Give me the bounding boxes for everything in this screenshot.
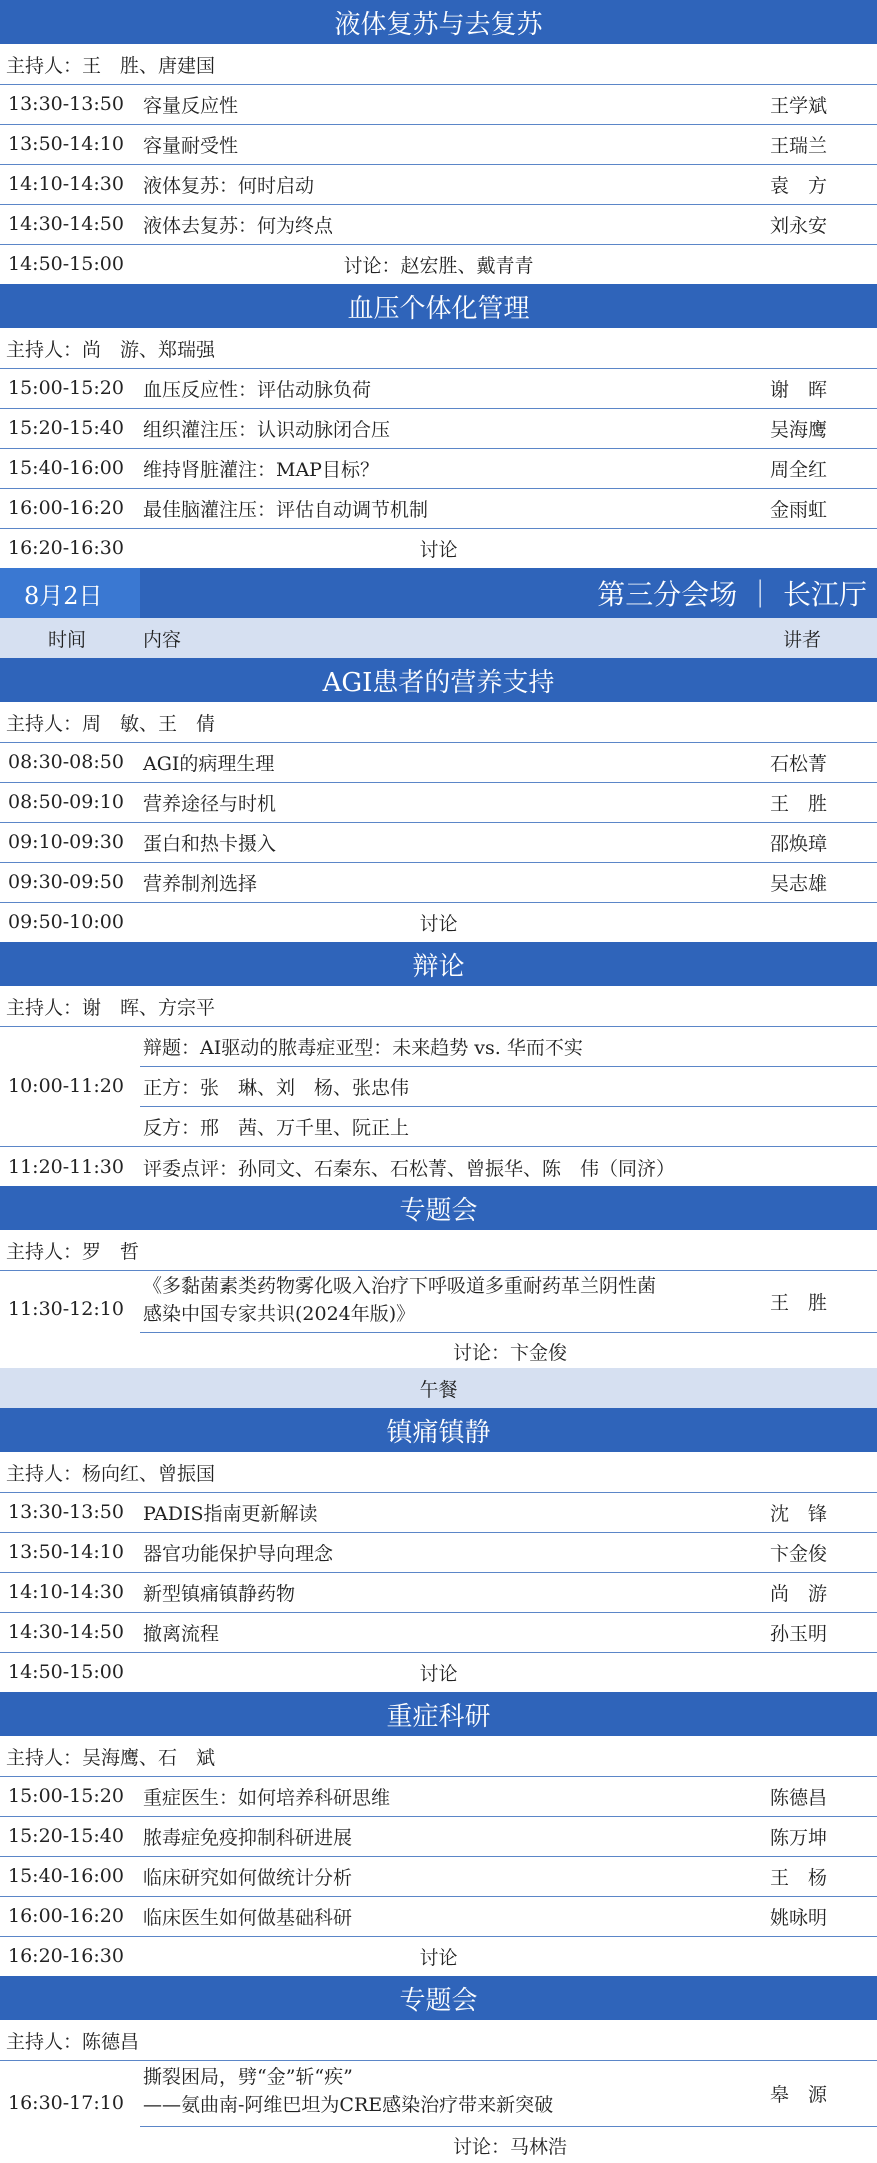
section-title: 重症科研 bbox=[0, 1692, 877, 1736]
speaker-cell: 周全红 bbox=[770, 458, 828, 481]
time-cell: 15:20-15:40 bbox=[8, 1825, 124, 1847]
speaker-cell: 邵焕璋 bbox=[770, 832, 828, 855]
con-side-row bbox=[140, 1106, 877, 1147]
topic-cell: 营养制剂选择 bbox=[143, 872, 258, 895]
time-cell: 15:20-15:40 bbox=[8, 417, 124, 439]
judges-label: 评委点评：孙同文、石秦东、石松菁、曾振华、陈 伟（同济） bbox=[143, 1157, 676, 1180]
speaker-cell: 王 胜 bbox=[770, 1291, 828, 1314]
time-cell: 09:10-09:30 bbox=[8, 831, 124, 853]
time-cell: 16:00-16:20 bbox=[8, 497, 124, 519]
con-side: 反方：邢 茜、万千里、阮正上 bbox=[143, 1116, 410, 1139]
pro-side: 正方：张 琳、刘 杨、张忠伟 bbox=[143, 1076, 410, 1099]
discussion-label: 讨论：赵宏胜、戴青青 bbox=[343, 254, 534, 277]
column-time: 时间 bbox=[48, 628, 87, 651]
agenda-row bbox=[0, 1816, 877, 1857]
topic-line: 《多黏菌素类药物雾化吸入治疗下呼吸道多重耐药革兰阴性菌 bbox=[143, 1275, 657, 1297]
time-cell: 16:00-16:20 bbox=[8, 1905, 124, 1927]
section-title: 专题会 bbox=[0, 1976, 877, 2020]
topic-cell: PADIS指南更新解读 bbox=[143, 1502, 318, 1525]
agenda-row bbox=[0, 782, 877, 823]
judges-row bbox=[0, 1146, 877, 1188]
speaker-cell: 卞金俊 bbox=[770, 1542, 828, 1565]
host-row bbox=[0, 986, 877, 1027]
time-cell: 14:30-14:50 bbox=[8, 213, 124, 235]
agenda-row bbox=[0, 1572, 877, 1613]
time-cell: 15:00-15:20 bbox=[8, 1785, 124, 1807]
section-title: 镇痛镇静 bbox=[0, 1408, 877, 1452]
speaker-cell: 刘永安 bbox=[770, 214, 828, 237]
host-label: 主持人：谢 晖、方宗平 bbox=[6, 996, 216, 1019]
agenda-row bbox=[0, 1856, 877, 1897]
time-cell: 08:30-08:50 bbox=[8, 751, 124, 773]
speaker-cell: 谢 晖 bbox=[770, 378, 828, 401]
date-bar bbox=[0, 568, 877, 618]
time-cell: 13:50-14:10 bbox=[8, 1541, 124, 1563]
topic-cell: 维持肾脏灌注：MAP目标？ bbox=[143, 458, 379, 481]
speaker-cell: 金雨虹 bbox=[770, 498, 828, 521]
topic-cell: 器官功能保护导向理念 bbox=[143, 1542, 334, 1565]
agenda-row bbox=[0, 124, 877, 165]
time-cell: 14:10-14:30 bbox=[8, 1581, 124, 1603]
agenda-row bbox=[0, 1492, 877, 1533]
topic-cell: 血压反应性：评估动脉负荷 bbox=[143, 378, 372, 401]
time-cell: 14:50-15:00 bbox=[8, 253, 124, 275]
time-cell: 11:20-11:30 bbox=[8, 1156, 124, 1178]
topic-line: 撕裂困局，劈“金”斩“疾” bbox=[143, 2066, 353, 2088]
time-cell: 13:50-14:10 bbox=[8, 133, 124, 155]
agenda-row bbox=[0, 742, 877, 783]
agenda-row bbox=[0, 368, 877, 409]
speaker-cell: 王瑞兰 bbox=[770, 134, 828, 157]
time-cell: 15:40-16:00 bbox=[8, 457, 124, 479]
topic-cell: 容量反应性 bbox=[143, 94, 239, 117]
debate-topic-row bbox=[140, 1026, 877, 1067]
topic-cell: 撤离流程 bbox=[143, 1622, 220, 1645]
speaker-cell: 吴海鹰 bbox=[770, 418, 828, 441]
topic-cell: 蛋白和热卡摄入 bbox=[143, 832, 277, 855]
speaker-cell: 陈万坤 bbox=[770, 1826, 828, 1849]
host-row bbox=[0, 44, 877, 85]
discussion-row bbox=[0, 902, 877, 943]
speaker-cell: 袁 方 bbox=[770, 174, 828, 197]
topic-cell: 营养途径与时机 bbox=[143, 792, 277, 815]
topic-cell: 液体复苏：何时启动 bbox=[143, 174, 315, 197]
host-label: 主持人：罗 哲 bbox=[6, 1240, 140, 1263]
agenda-row bbox=[0, 84, 877, 125]
discussion-row bbox=[0, 1936, 877, 1977]
host-label: 主持人：尚 游、郑瑞强 bbox=[6, 338, 216, 361]
time-cell: 09:30-09:50 bbox=[8, 871, 124, 893]
time-cell: 14:50-15:00 bbox=[8, 1661, 124, 1683]
column-content: 内容 bbox=[143, 628, 182, 651]
time-cell: 14:30-14:50 bbox=[8, 1621, 124, 1643]
topic-cell: 容量耐受性 bbox=[143, 134, 239, 157]
time-cell: 16:30-17:10 bbox=[8, 2092, 124, 2114]
time-cell: 14:10-14:30 bbox=[8, 173, 124, 195]
agenda-row bbox=[0, 488, 877, 529]
speaker-cell: 沈 锋 bbox=[770, 1502, 828, 1525]
section-title: AGI患者的营养支持 bbox=[0, 658, 877, 702]
venue-label: 第三分会场 ｜ 长江厅 bbox=[597, 578, 867, 611]
agenda-row bbox=[0, 822, 877, 863]
agenda-row bbox=[0, 204, 877, 245]
lunch-band: 午餐 bbox=[0, 1368, 877, 1409]
time-cell: 11:30-12:10 bbox=[8, 1298, 124, 1320]
section-title: 液体复苏与去复苏 bbox=[0, 0, 877, 44]
debate-topic: 辩题：AI驱动的脓毒症亚型：未来趋势 vs. 华而不实 bbox=[143, 1036, 583, 1059]
host-row bbox=[0, 328, 877, 369]
time-cell: 15:00-15:20 bbox=[8, 377, 124, 399]
time-cell: 10:00-11:20 bbox=[8, 1075, 124, 1097]
host-label: 主持人：王 胜、唐建国 bbox=[6, 54, 216, 77]
host-label: 主持人：周 敏、王 倩 bbox=[6, 712, 216, 735]
discussion-label: 讨论 bbox=[419, 912, 458, 935]
agenda-row bbox=[0, 408, 877, 449]
discussion-row bbox=[140, 2126, 877, 2163]
discussion-row bbox=[0, 244, 877, 285]
speaker-cell: 姚咏明 bbox=[770, 1906, 828, 1929]
section-title: 辩论 bbox=[0, 942, 877, 986]
agenda-row bbox=[0, 1532, 877, 1573]
topic-line: ——氨曲南-阿维巴坦为CRE感染治疗带来新突破 bbox=[143, 2094, 554, 2116]
host-row bbox=[0, 1452, 877, 1493]
topic-cell: 重症医生：如何培养科研思维 bbox=[143, 1786, 391, 1809]
time-cell: 13:30-13:50 bbox=[8, 1501, 124, 1523]
host-label: 主持人：陈德昌 bbox=[6, 2030, 140, 2053]
topic-cell: 临床研究如何做统计分析 bbox=[143, 1866, 353, 1889]
speaker-cell: 王学斌 bbox=[770, 94, 828, 117]
agenda-row bbox=[0, 2060, 877, 2126]
topic-line: 感染中国专家共识(2024年版)》 bbox=[143, 1303, 416, 1325]
topic-cell: 最佳脑灌注压：评估自动调节机制 bbox=[143, 498, 429, 521]
host-label: 主持人：杨向红、曾振国 bbox=[6, 1462, 216, 1485]
discussion-label: 讨论 bbox=[419, 538, 458, 561]
discussion-label: 讨论 bbox=[419, 1946, 458, 1969]
topic-cell: AGI的病理生理 bbox=[143, 752, 275, 775]
agenda-row bbox=[0, 862, 877, 903]
discussion-label: 讨论：卞金俊 bbox=[452, 1341, 567, 1364]
topic-cell: 新型镇痛镇静药物 bbox=[143, 1582, 296, 1605]
topic-cell: 组织灌注压：认识动脉闭合压 bbox=[143, 418, 391, 441]
agenda-row bbox=[0, 448, 877, 489]
discussion-row bbox=[0, 528, 877, 569]
time-cell: 16:20-16:30 bbox=[8, 537, 124, 559]
discussion-row bbox=[0, 1652, 877, 1693]
speaker-cell: 石松菁 bbox=[770, 752, 828, 775]
speaker-cell: 尚 游 bbox=[770, 1582, 828, 1605]
time-cell: 16:20-16:30 bbox=[8, 1945, 124, 1967]
time-cell: 13:30-13:50 bbox=[8, 93, 124, 115]
host-row bbox=[0, 702, 877, 743]
pro-side-row bbox=[140, 1066, 877, 1107]
topic-cell bbox=[143, 2063, 553, 2119]
host-label: 主持人：吴海鹰、石 斌 bbox=[6, 1746, 216, 1769]
time-cell: 15:40-16:00 bbox=[8, 1865, 124, 1887]
topic-cell bbox=[143, 1272, 656, 1328]
speaker-cell: 孙玉明 bbox=[770, 1622, 828, 1645]
time-cell: 09:50-10:00 bbox=[8, 911, 124, 933]
topic-cell: 临床医生如何做基础科研 bbox=[143, 1906, 353, 1929]
host-row bbox=[0, 1736, 877, 1777]
host-row bbox=[0, 1230, 877, 1271]
agenda-row bbox=[0, 164, 877, 205]
host-row bbox=[0, 2020, 877, 2061]
column-header bbox=[0, 618, 877, 659]
speaker-cell: 王 杨 bbox=[770, 1866, 828, 1889]
agenda-row bbox=[0, 1896, 877, 1937]
section-title: 专题会 bbox=[0, 1186, 877, 1230]
date-label: 8月2日 bbox=[0, 568, 140, 618]
topic-cell: 液体去复苏：何为终点 bbox=[143, 214, 334, 237]
agenda-row bbox=[0, 1612, 877, 1653]
time-cell: 08:50-09:10 bbox=[8, 791, 124, 813]
speaker-cell: 皋 源 bbox=[770, 2083, 828, 2106]
discussion-label: 讨论 bbox=[419, 1662, 458, 1685]
agenda-row bbox=[0, 1270, 877, 1332]
discussion-row bbox=[140, 1332, 877, 1370]
speaker-cell: 吴志雄 bbox=[770, 872, 828, 895]
column-speaker: 讲者 bbox=[783, 628, 822, 651]
section-title: 血压个体化管理 bbox=[0, 284, 877, 328]
discussion-label: 讨论：马林浩 bbox=[452, 2135, 567, 2158]
speaker-cell: 陈德昌 bbox=[770, 1786, 828, 1809]
speaker-cell: 王 胜 bbox=[770, 792, 828, 815]
topic-cell: 脓毒症免疫抑制科研进展 bbox=[143, 1826, 353, 1849]
agenda-row bbox=[0, 1776, 877, 1817]
